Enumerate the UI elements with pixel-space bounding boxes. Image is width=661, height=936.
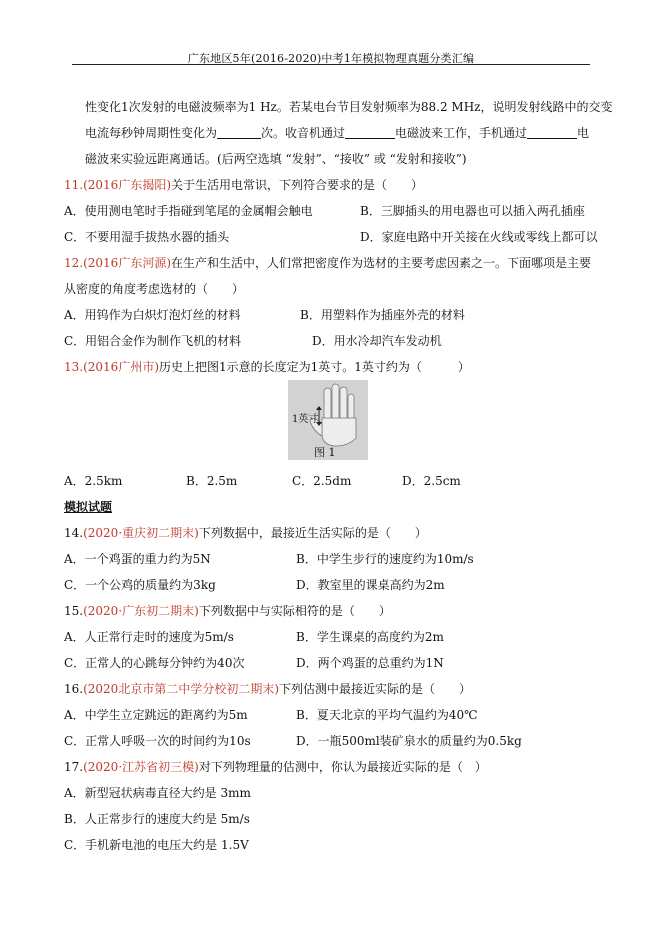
q17-source: (2020·江苏省初三模) [83, 760, 199, 774]
q17-option-b: B．人正常步行的速度大约是 5m/s [64, 812, 250, 826]
q15-stem [64, 598, 604, 624]
answer-blank-1 [217, 124, 261, 139]
q14-question: 下列数据中，最接近生活实际的是（ ） [198, 526, 427, 540]
q15-question: 下列数据中与实际相符的是（ ） [198, 604, 391, 618]
q15-option-c: C．正常人的心跳每分钟约为40次 [64, 656, 245, 670]
q14-option-c: C．一个公鸡的质量约为3kg [64, 578, 216, 592]
q16-stem [64, 676, 604, 702]
section-heading-row [64, 494, 604, 520]
q17-number: 17. [64, 760, 84, 774]
q12-options-row-1 [64, 302, 604, 328]
q14-options-row-2 [64, 572, 604, 598]
q16-options-row-1 [64, 702, 604, 728]
q17-option-c: C．手机新电池的电压大约是 1.5V [64, 838, 249, 852]
document-body [64, 94, 613, 858]
q16-question: 下列估测中最接近实际的是（ ） [279, 682, 472, 696]
q16-source: (2020北京市第二中学分校初二期末) [83, 682, 279, 696]
q16-number: 16. [64, 682, 84, 696]
q16-option-a: A．中学生立定跳远的距离约为5m [64, 708, 248, 722]
q16-option-b: B．夏天北京的平均气温约为40℃ [296, 708, 478, 722]
q11-option-d: D．家庭电路中开关接在火线或零线上都可以 [360, 230, 598, 244]
q10-text-c: 电磁波来工作，手机通过 [395, 126, 528, 140]
page-header: 广东地区5年(2016-2020)中考1年模拟物理真题分类汇编 [187, 52, 475, 65]
q15-number: 15. [64, 604, 84, 618]
q12-option-c: C．用铝合金作为制作飞机的材料 [64, 334, 242, 348]
q16-option-c: C．正常人呼吸一次的时间约为10s [64, 734, 251, 748]
answer-blank-3 [527, 124, 577, 139]
q15-options-row-2 [64, 650, 604, 676]
figure-inch-label: 1英寸 [292, 414, 319, 425]
q14-stem [64, 520, 604, 546]
q11-option-c: C．不要用湿手拔热水器的插头 [64, 230, 230, 244]
q15-option-d: D．两个鸡蛋的总重约为1N [296, 656, 444, 670]
q14-number: 14. [64, 526, 84, 540]
q15-options-row-1 [64, 624, 604, 650]
q17-stem [64, 754, 604, 780]
q13-question: 历史上把图1示意的长度定为1英寸。1英寸约为（ ） [159, 360, 470, 374]
q16-options-row-2 [64, 728, 604, 754]
answer-blank-2 [345, 124, 395, 139]
q13-number: 13. [64, 360, 84, 374]
q11-source: (2016广东揭阳) [83, 178, 171, 192]
q14-option-d: D．教室里的课桌高约为2m [296, 578, 445, 592]
q11-option-a: A．使用测电笔时手指碰到笔尾的金属帽会触电 [64, 204, 313, 218]
q12-option-b: B．用塑料作为插座外壳的材料 [300, 308, 465, 322]
q17-question: 对下列物理量的估测中，你认为最接近实际的是（ ） [198, 760, 487, 774]
q10-text-d: 电 [577, 126, 590, 140]
q12-stem [64, 250, 604, 276]
q14-options-row-1 [64, 546, 604, 572]
hand-figure [288, 380, 368, 460]
q13-option-c: C．2.5dm [292, 474, 352, 488]
q12-source: (2016广东河源) [83, 256, 171, 270]
q14-source: (2020·重庆初二期末) [83, 526, 199, 540]
q10-line-3: 磁波来实验远距离通话。(后两空选填 “发射”、“接收” 或 “发射和接收”) [85, 152, 467, 166]
q13-option-a: A．2.5km [64, 474, 123, 488]
q11-options-row-1 [64, 198, 604, 224]
q15-option-a: A．人正常行走时的速度为5m/s [64, 630, 234, 644]
q13-stem [64, 354, 604, 380]
q10-text-a: 电流每秒钟周期性变化为 [85, 126, 218, 140]
q12-stem-continued: 从密度的角度考虑选材的（ ） [64, 282, 245, 296]
q10-text-b: 次。收音机通过 [261, 126, 346, 140]
q15-source: (2020·广东初二期末) [83, 604, 199, 618]
header-rule [72, 64, 590, 65]
q11-stem [64, 172, 604, 198]
q13-option-d: D．2.5cm [402, 474, 461, 488]
q13-figure-container [64, 380, 604, 468]
q17-option-a: A．新型冠状病毒直径大约是 3mm [64, 786, 251, 800]
q15-option-b: B．学生课桌的高度约为2m [296, 630, 444, 644]
q10-line-1: 性变化1次发射的电磁波频率为1 Hz。若某电台节目发射频率为88.2 MHz，说明发射线路中的交变 [85, 100, 613, 114]
q12-option-d: D．用水冷却汽车发动机 [312, 334, 442, 348]
q11-option-b: B．三脚插头的用电器也可以插入两孔插座 [360, 204, 585, 218]
q14-option-b: B．中学生步行的速度约为10m/s [296, 552, 474, 566]
q11-question: 关于生活用电常识，下列符合要求的是（ ） [171, 178, 424, 192]
q10-line-2 [64, 120, 604, 146]
q14-option-a: A．一个鸡蛋的重力约为5N [64, 552, 211, 566]
q11-number: 11. [64, 178, 84, 192]
q11-options-row-2 [64, 224, 604, 250]
q12-options-row-2 [64, 328, 604, 354]
figure-caption: 图 1 [314, 446, 336, 459]
q12-question: 在生产和生活中，人们常把密度作为选材的主要考虑因素之一。下面哪项是主要 [171, 256, 592, 270]
section-heading: 模拟试题 [64, 500, 113, 514]
q13-option-b: B．2.5m [186, 474, 238, 488]
q12-option-a: A．用钨作为白炽灯泡灯丝的材料 [64, 308, 241, 322]
q13-options-row [64, 468, 604, 494]
q16-option-d: D．一瓶500ml装矿泉水的质量约为0.5kg [296, 734, 522, 748]
q13-source: (2016广州市) [83, 360, 159, 374]
q12-number: 12. [64, 256, 84, 270]
